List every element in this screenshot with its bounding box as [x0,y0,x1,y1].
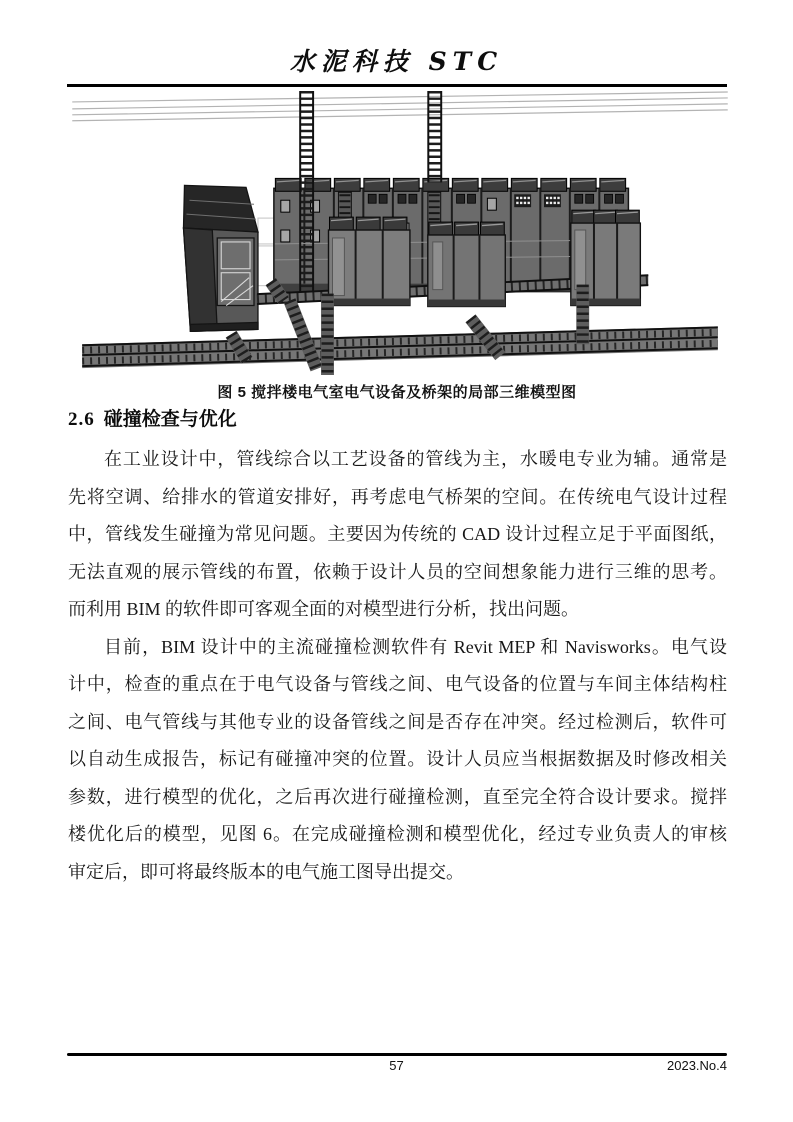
cabinet-group-front-center [328,217,409,305]
body-text [68,441,727,891]
page-number: 57 [389,1058,404,1073]
paragraph1-line4: 无法直观的展示管线的布置，依赖于设计人员的空间想象能力进行三维的思考。 [68,561,727,582]
paragraph1-line5: 而利用 BIM 的软件即可客观全面的对模型进行分析，找出问题。 [68,599,580,619]
paragraph2-line2: 计中，检查的重点在于电气设备与管线之间、电气设备的位置与车间主体结构柱 [68,674,727,694]
figure-caption: 图 5 搅拌楼电气室电气设备及桥架的局部三维模型图 [217,384,577,401]
electrical-cabinet-left [183,185,257,331]
journal-title: 水泥科技 STC [289,47,504,76]
paragraph2-line3: 之间、电气管线与其他专业的设备管线之间是否存在冲突。经过检测后，软件可 [68,711,727,732]
paragraph2-line7: 审定后，即可将最终版本的电气施工图导出提交。 [68,861,464,882]
overhead-pipes [72,92,727,121]
section-title: 碰撞检查与优化 [103,409,237,430]
paragraph2-line4: 以自动生成报告，标记有碰撞冲突的位置。设计人员应当根据数据及时修改相关 [68,749,727,769]
paragraph1-line1: 在工业设计中，管线综合以工艺设备的管线为主，水暖电专业为辅。通常是 [104,449,727,469]
cable-riser-right [428,91,441,182]
bim-3d-model-illustration [70,89,730,379]
section-heading [68,404,728,431]
paragraph1-line2: 先将空调、给排水的管道安排好，再考虑电气桥架的空间。在传统电气设计过程 [68,486,727,507]
footer-rule [67,1053,727,1056]
cabinet-group-front-right [428,222,505,306]
paragraph2-line6: 楼优化后的模型，见图 6。在完成碰撞检测和模型优化，经过专业负责人的审核 [68,824,727,844]
paragraph1-line3: 中，管线发生碰撞为常见问题。主要因为传统的 CAD 设计过程立足于平面图纸， [68,524,727,544]
header-rule [67,84,727,87]
paragraph2-line5: 参数，进行模型的优化，之后再次进行碰撞检测，直至完全符合设计要求。搅拌 [68,786,727,807]
issue-label: 2023.No.4 [667,1058,727,1073]
cable-tray-bottom [82,326,718,368]
paragraph2-line1: 目前，BIM 设计中的主流碰撞检测软件有 Revit MEP 和 Navisworks。电气设 [104,636,727,657]
section-number: 2.6 [68,409,95,430]
figure-3d-model [70,89,730,379]
